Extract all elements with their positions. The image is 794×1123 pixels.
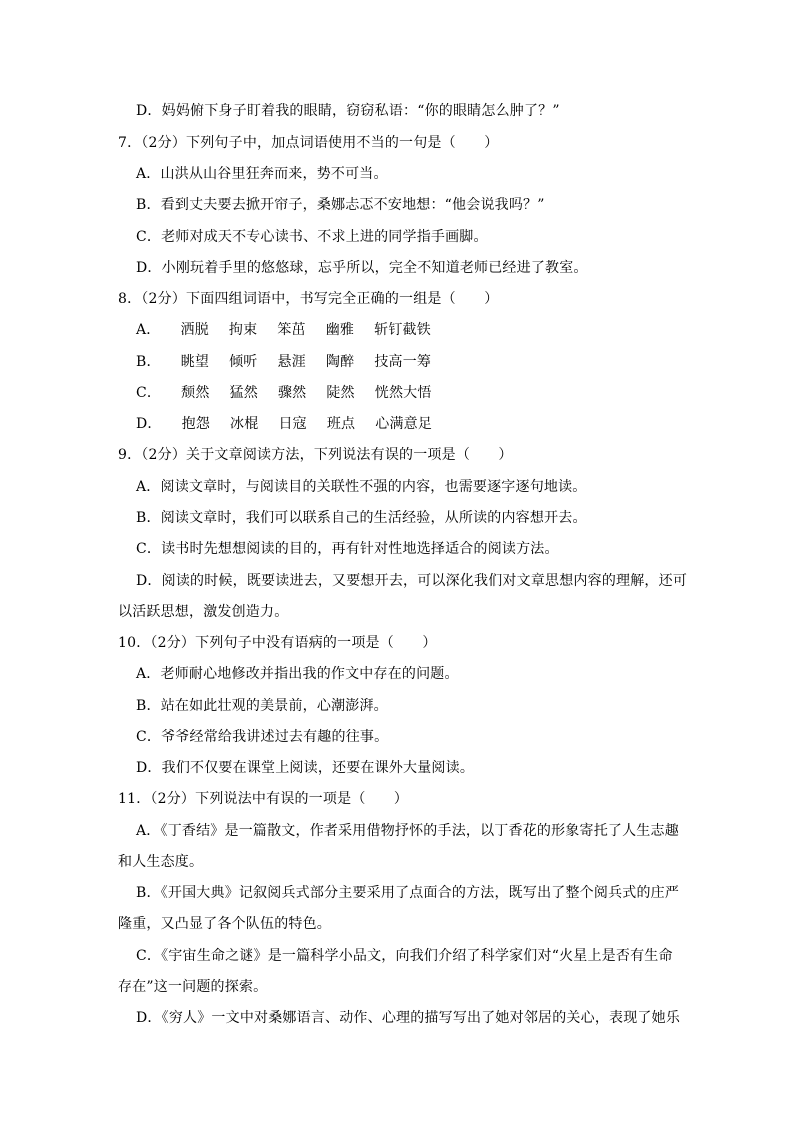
q9-option-d: D．阅读的时候，既要读进去，又要想开去，可以深化我们对文章思想内容的理解，还可 [136,573,688,589]
q7-option-d: D．小刚玩着手里的悠悠球，忘乎所以，完全不知道老师已经进了教室。 [136,260,588,276]
q8-option-c [136,383,432,403]
word: 洒脱 [180,322,209,338]
question-9: 9．（2分）关于文章阅读方法，下列说法有误的一项是（ ） [118,447,513,463]
word: 抱怨 [181,416,211,432]
q7-option-c: C．老师对成天不专心读书、不求上进的同学指手画脚。 [136,229,488,245]
option-label: B． [136,354,161,370]
word: 笨茁 [277,322,306,338]
word: 倾听 [229,354,258,370]
word: 斩钉截铁 [374,322,431,338]
word: 眺望 [180,354,210,370]
question-8: 8．（2分）下面四组词语中，书写完全正确的一组是（ ） [118,291,499,307]
question-7: 7．（2分）下列句子中，加点词语使用不当的一句是（ ） [118,135,499,151]
word: 悬涯 [277,354,306,370]
word: 颓然 [181,385,210,401]
q11-option-b-cont: 隆重，又凸显了各个队伍的特色。 [118,916,331,932]
option-label: D． [136,416,162,432]
q8-option-b [136,352,431,372]
q11-option-a: A．《丁香结》是一篇散文，作者采用借物抒怀的手法，以丁香花的形象寄托了人生志趣 [136,823,679,839]
q9-option-c: C．读书时先想想阅读的目的，再有针对性地选择适合的阅读方法。 [136,541,559,557]
word: 陶醉 [325,354,355,370]
q11-option-c: C．《宇宙生命之谜》是一篇科学小品文，向我们介绍了科学家们对“火星上是否有生命 [136,948,673,964]
word: 心满意足 [375,416,433,432]
q11-option-b: B．《开国大典》记叙阅兵式部分主要采用了点面合的方法，既写出了整个阅兵式的庄严 [136,885,680,901]
q10-option-d: D．我们不仅要在课堂上阅读，还要在课外大量阅读。 [136,760,475,776]
word: 日寇 [278,416,307,432]
question-10: 10．（2分）下列句子中没有语病的一项是（ ） [118,635,437,651]
q9-option-b: B．阅读文章时，我们可以联系自己的生活经验，从所读的内容想开去。 [136,510,587,526]
option-label: C． [136,385,162,401]
word: 班点 [326,416,356,432]
word: 拘束 [228,322,258,338]
q9-option-d-cont: 以活跃思想，激发创造力。 [118,604,289,620]
q11-option-a-cont: 和人生态度。 [118,854,204,870]
q6-option-d: D．妈妈俯下身子盯着我的眼睛，窃窃私语：“你的眼睛怎么肿了？” [136,103,560,119]
q10-option-b: B．站在如此壮观的美景前，心潮澎湃。 [136,698,388,714]
q11-option-d: D．《穷人》一文中对桑娜语言、动作、心理的描写写出了她对邻居的关心，表现了她乐 [136,1010,681,1026]
q7-option-b: B．看到丈夫要去掀开帘子，桑娜忐忑不安地想：“他会说我吗？” [136,197,545,213]
question-11: 11．（2分）下列说法中有误的一项是（ ） [118,791,409,807]
word: 骤然 [277,385,307,401]
word: 幽雅 [325,322,355,338]
word: 陡然 [326,385,355,401]
q8-option-d [136,414,432,434]
q9-option-a: A．阅读文章时，与阅读目的关联性不强的内容，也需要逐字逐句地读。 [136,479,587,495]
word: 冰棍 [230,416,259,432]
q7-option-a: A．山洪从山谷里狂奔而来，势不可当。 [136,166,388,182]
word: 猛然 [229,385,258,401]
word: 技高一筹 [374,354,432,370]
q10-option-a: A．老师耐心地修改并指出我的作文中存在的问题。 [136,666,459,682]
q10-option-c: C．爷爷经常给我讲述过去有趣的往事。 [136,729,389,745]
option-label: A． [136,322,161,338]
q11-option-c-cont: 存在”这一问题的探索。 [118,979,268,995]
q8-option-a [136,320,431,340]
word: 恍然大悟 [374,385,432,401]
